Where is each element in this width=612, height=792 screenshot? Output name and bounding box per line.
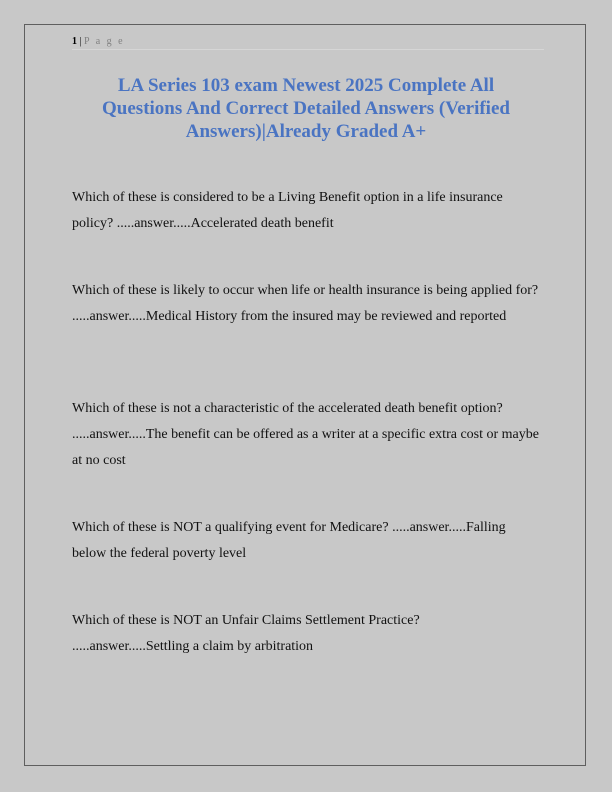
qa-item-3: Which of these is not a characteristic of the accelerated death benefit option? .....answer.....The benefit can be offered as a writer at a specific extra cost or maybe at no cost — [72, 401, 539, 468]
qa-item-1: Which of these is considered to be a Living Benefit option in a life insurance policy? .....answer.....Accelerated death benefit — [72, 190, 503, 231]
page-word: P a g e — [84, 36, 125, 47]
qa-item-4: Which of these is NOT a qualifying event for Medicare? .....answer.....Falling below the federal poverty level — [72, 520, 506, 561]
page-header — [72, 36, 125, 47]
page-separator: | — [79, 36, 83, 47]
header-divider — [72, 49, 544, 50]
page-number: 1 — [72, 36, 78, 47]
qa-item-5: Which of these is NOT an Unfair Claims Settlement Practice? .....answer.....Settling a claim by arbitration — [72, 613, 420, 654]
document-title: LA Series 103 exam Newest 2025 Complete All Questions And Correct Detailed Answers (Verified Answers)|Already Graded A+ — [102, 75, 510, 142]
qa-item-2: Which of these is likely to occur when life or health insurance is being applied for? .....answer.....Medical History from the insured may be reviewed and reported — [72, 283, 539, 324]
